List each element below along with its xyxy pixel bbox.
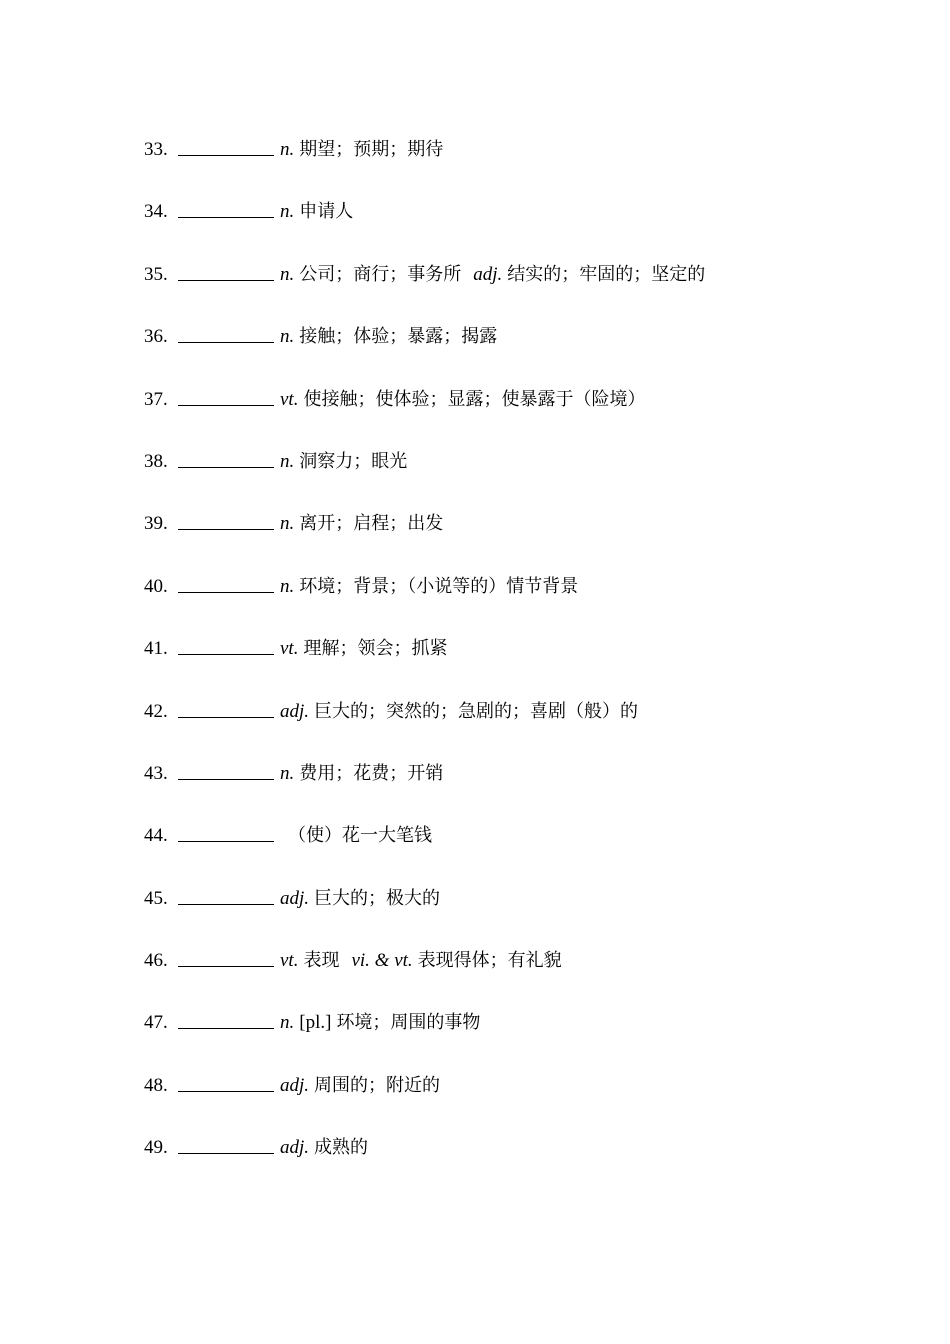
list-item	[144, 323, 844, 385]
item-number: 41.	[144, 638, 168, 660]
part-of-speech: n.	[280, 139, 295, 160]
answer-blank[interactable]	[178, 1133, 274, 1154]
answer-blank[interactable]	[178, 447, 274, 468]
answer-blank[interactable]	[178, 634, 274, 655]
part-of-speech: n.	[280, 450, 295, 472]
part-of-speech: n.	[280, 201, 295, 223]
answer-blank[interactable]	[178, 884, 274, 905]
list-item	[144, 136, 844, 198]
definition: 巨大的；突然的；急剧的；喜剧（般）的	[314, 700, 639, 722]
answer-blank[interactable]	[178, 197, 274, 218]
answer-blank[interactable]	[178, 322, 274, 343]
answer-blank[interactable]	[178, 260, 274, 281]
definition: 使接触；使体验；显露；使暴露于（险境）	[303, 388, 646, 410]
part-of-speech: n.	[280, 326, 295, 348]
list-item	[144, 510, 844, 572]
answer-blank[interactable]	[178, 1008, 274, 1029]
item-number: 44.	[144, 825, 168, 847]
item-number: 33.	[144, 139, 168, 160]
part-of-speech: vt.	[280, 638, 299, 660]
item-number: 45.	[144, 887, 168, 909]
item-number: 46.	[144, 950, 168, 972]
part-of-speech: vt.	[280, 950, 299, 972]
list-item	[144, 1134, 844, 1196]
part-of-speech: n.	[280, 513, 295, 535]
item-number: 34.	[144, 201, 168, 223]
part-of-speech: adj.	[280, 1074, 310, 1096]
vocab-list	[144, 136, 844, 1197]
list-item	[144, 261, 844, 323]
answer-blank[interactable]	[178, 509, 274, 530]
item-number: 49.	[144, 1137, 168, 1159]
definition: 理解；领会；抓紧	[303, 638, 448, 660]
answer-blank[interactable]	[178, 385, 274, 406]
list-item	[144, 635, 844, 697]
definition: 巨大的；极大的	[314, 887, 441, 909]
answer-blank[interactable]	[178, 572, 274, 593]
answer-blank[interactable]	[178, 1071, 274, 1092]
definition: 环境；周围的事物	[336, 1012, 481, 1034]
list-item	[144, 386, 844, 448]
item-number: 42.	[144, 700, 168, 722]
part-of-speech-secondary: vi. & vt.	[351, 950, 413, 972]
list-item	[144, 822, 844, 884]
part-of-speech: n.	[280, 762, 295, 784]
item-number: 38.	[144, 450, 168, 472]
list-item	[144, 198, 844, 260]
plural-tag: [pl.]	[299, 1012, 332, 1034]
list-item	[144, 573, 844, 635]
item-number: 47.	[144, 1012, 168, 1034]
part-of-speech: n.	[280, 1012, 295, 1034]
definition: 环境；背景；（小说等的）情节背景	[299, 575, 579, 597]
definition-secondary: 结实的；牢固的；坚定的	[507, 263, 706, 285]
definition: 接触；体验；暴露；揭露	[299, 326, 498, 348]
item-number: 39.	[144, 513, 168, 535]
item-number: 36.	[144, 326, 168, 348]
item-number: 48.	[144, 1074, 168, 1096]
item-number: 37.	[144, 388, 168, 410]
answer-blank[interactable]	[178, 946, 274, 967]
part-of-speech: adj.	[280, 1137, 310, 1159]
definition: 期望；预期；期待	[299, 139, 444, 160]
item-number: 43.	[144, 762, 168, 784]
part-of-speech: adj.	[280, 700, 310, 722]
definition: 离开；启程；出发	[299, 513, 444, 535]
item-number: 40.	[144, 575, 168, 597]
definition: （使）花一大笔钱	[288, 825, 432, 847]
answer-blank[interactable]	[178, 135, 274, 156]
list-item	[144, 448, 844, 510]
definition: 洞察力；眼光	[299, 450, 408, 472]
definition-secondary: 表现得体；有礼貌	[417, 950, 562, 972]
list-item	[144, 1009, 844, 1071]
list-item	[144, 947, 844, 1009]
definition: 申请人	[299, 201, 354, 223]
part-of-speech: n.	[280, 263, 295, 285]
list-item	[144, 1072, 844, 1134]
definition: 成熟的	[314, 1137, 369, 1159]
part-of-speech-secondary: adj.	[473, 263, 503, 285]
list-item	[144, 885, 844, 947]
part-of-speech: vt.	[280, 388, 299, 410]
list-item	[144, 760, 844, 822]
part-of-speech: adj.	[280, 887, 310, 909]
answer-blank[interactable]	[178, 759, 274, 780]
part-of-speech: n.	[280, 575, 295, 597]
answer-blank[interactable]	[178, 697, 274, 718]
definition: 周围的；附近的	[314, 1074, 441, 1096]
definition: 公司；商行；事务所	[299, 263, 462, 285]
item-number: 35.	[144, 263, 168, 285]
definition: 费用；花费；开销	[299, 762, 444, 784]
definition: 表现	[303, 950, 340, 972]
answer-blank[interactable]	[178, 821, 274, 842]
list-item	[144, 698, 844, 760]
